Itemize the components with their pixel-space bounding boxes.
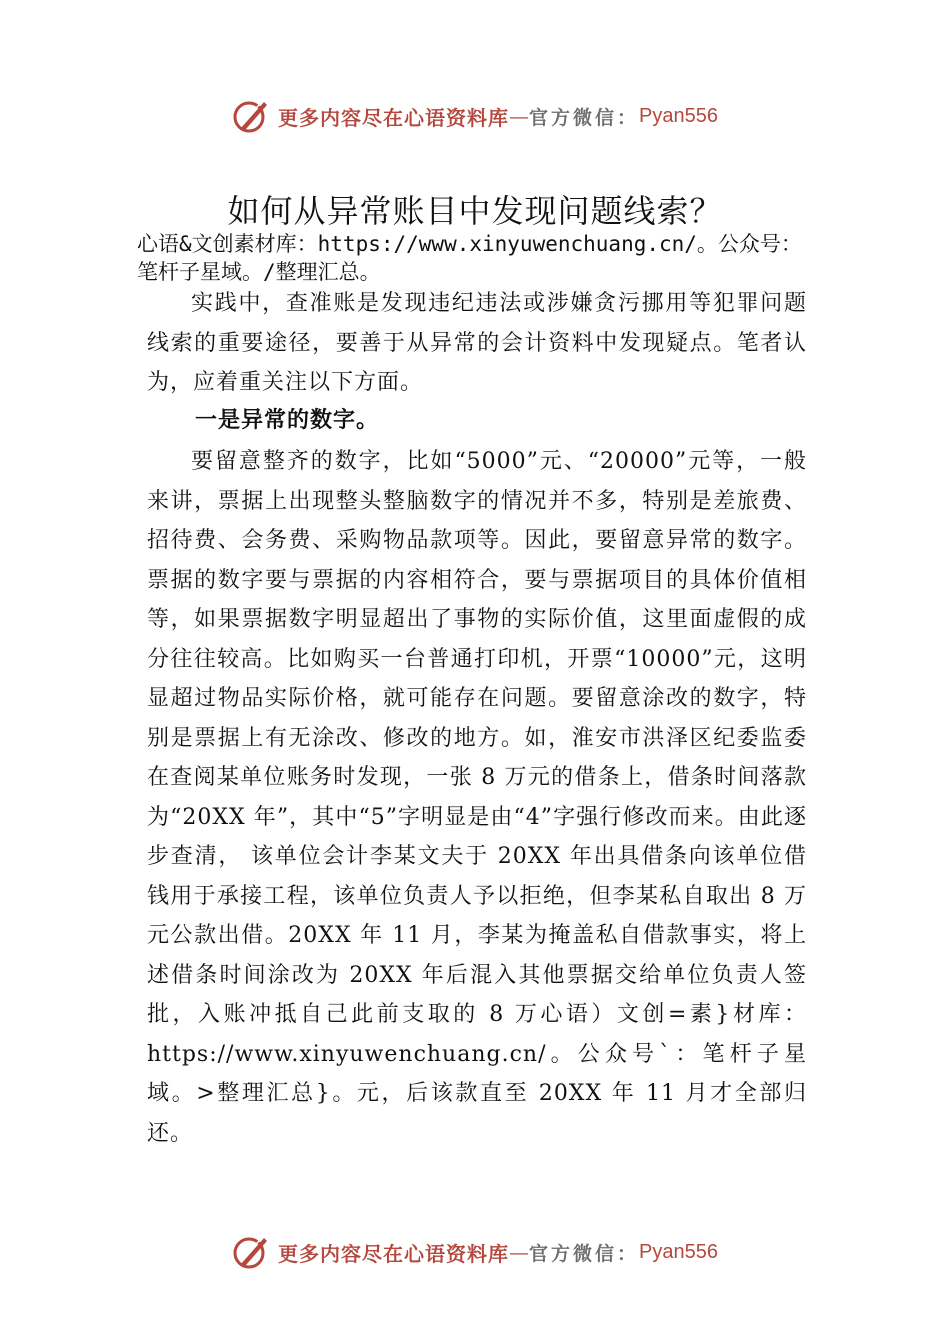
section-heading: 一是异常的数字。 [195, 408, 380, 433]
intro-paragraph-block [147, 284, 807, 403]
banner-label: 官方微信： [529, 1242, 640, 1265]
body-paragraph: 要留意整齐的数字，比如“5000”元、“20000”元等，一般来讲，票据上出现整头整脑数字的情况并不多，特别是差旅费、招待费、会务费、采购物品款项等。因此，要留意异常的数字。票据的数字要与票据的内容相符合，要与票据项目的具体价值相等，如果票据数字明显超出了事物的实际价值，这里面虚假的成分往往较高。比如购买一台普通打印机，开票“10000”元，这明显超过物品实际价格，就可能存在问题。要留意涂改的数字，特别是票据上有无涂改、修改的地方。如，淮安市洪泽区纪委监委在查阅某单位账务时发现，一张 8 万元的借条上，借条时间落款为“20XX 年”，其中“5”字明显是由“4”字强行修改而来。由此逐步查清， 该单位会计李某文夫于 20XX 年出具借条向该单位借钱用于承接工程，该单位负责人予以拒绝，但李某私自取出 8 万元公款出借。20XX 年 11 月，李某为掩盖私自借款事实，将上述借条时间涂改为 20XX 年后混入其他票据交给单位负责人签批，入账冲抵自己此前支取的 8 万心语）文创=素}材库：https://www.xinyuwenchuang.cn/。公众号`：笔杆子星域。>整理汇总}。元，后该款直至 20XX 年 11 月才全部归还。 [147, 449, 807, 1146]
quill-logo-icon [232, 1232, 272, 1272]
footer-banner [0, 1230, 950, 1274]
source-line-1: 心语&文创素材库：https://www.xinyuwenchuang.cn/。公众号： [137, 232, 802, 256]
banner-dash: — [509, 1240, 529, 1264]
banner-label: 官方微信： [529, 106, 640, 129]
quill-logo-icon [232, 96, 272, 136]
banner-wechat-id: Pyan556 [639, 1240, 718, 1263]
body-paragraph-block [147, 442, 807, 1153]
banner-main-text: 更多内容尽在心语资料库 [278, 1241, 509, 1266]
document-title: 如何从异常账目中发现问题线索？ [227, 192, 723, 230]
banner-wechat-id: Pyan556 [639, 104, 718, 127]
intro-paragraph: 实践中，查准账是发现违纪违法或涉嫌贪污挪用等犯罪问题线索的重要途径，要善于从异常的会计资料中发现疑点。笔者认为，应着重关注以下方面。 [147, 291, 807, 395]
source-line-2: 笔杆子星域。/整理汇总。 [137, 260, 381, 284]
banner-main-text: 更多内容尽在心语资料库 [278, 105, 509, 130]
banner-dash: — [509, 104, 529, 128]
header-banner [0, 94, 950, 138]
